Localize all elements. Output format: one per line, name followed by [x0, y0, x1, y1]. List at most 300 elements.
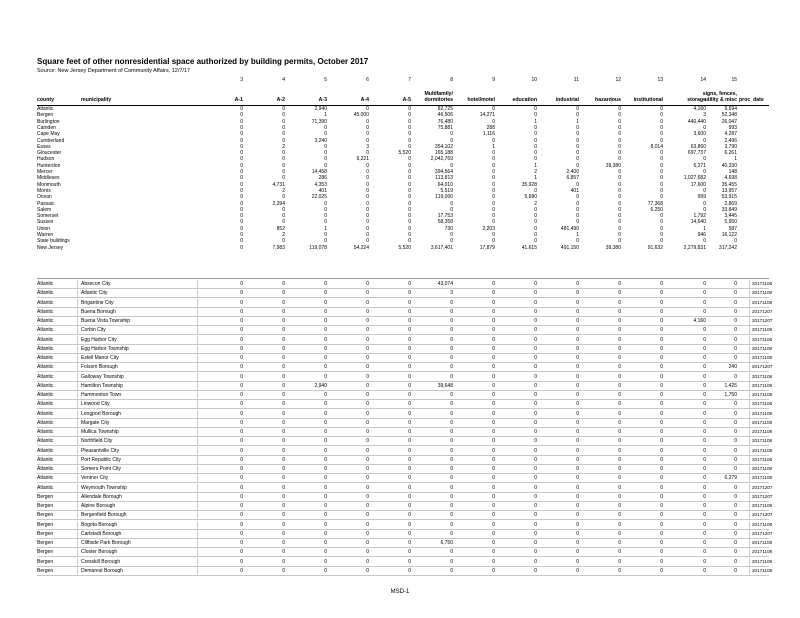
table-cell: 0 [734, 503, 737, 509]
county-cell: 0 [408, 213, 411, 220]
table-row [37, 502, 773, 511]
grid-line [77, 447, 78, 455]
table-cell: 0 [324, 410, 327, 417]
county-name: Atlantic [37, 345, 54, 352]
table-cell: 0 [366, 308, 369, 315]
county-cell: 0 [366, 194, 369, 201]
table-cell: 0 [734, 299, 737, 306]
county-cell: 0 [576, 238, 579, 245]
county-cell: 0 [534, 156, 537, 163]
table-cell: 0 [366, 475, 369, 482]
table-cell: 0 [492, 484, 495, 491]
county-cell: 58,358 [437, 219, 453, 226]
county-name: Hudson [37, 156, 55, 163]
grid-line [77, 336, 78, 344]
county-cell: 17,600 [690, 181, 706, 188]
table-cell: 0 [366, 345, 369, 352]
table-cell: 0 [282, 540, 285, 546]
county-row [37, 182, 769, 188]
table-cell: 0 [324, 308, 327, 315]
county-name: Bergen [37, 558, 54, 565]
county-cell: 0 [240, 137, 243, 144]
county-cell: 2,400 [566, 169, 579, 175]
table-row [37, 289, 773, 298]
grid-line [77, 428, 78, 436]
table-cell: 0 [450, 512, 453, 519]
table-cell: 0 [408, 327, 411, 334]
table-cell: 0 [408, 336, 411, 343]
table-cell: 0 [282, 401, 285, 408]
table-cell: 0 [703, 336, 706, 343]
county-cell: 0 [703, 187, 706, 194]
column-number: 6 [366, 77, 369, 83]
municipality-name: Atlantic City [81, 290, 108, 297]
grid-line [197, 474, 198, 482]
county-cell: 4,353 [314, 181, 327, 188]
county-row [37, 169, 769, 175]
grid-line [749, 548, 750, 556]
municipality-name: Longport Borough [81, 410, 122, 417]
grid-line [749, 567, 750, 575]
table-cell: 0 [492, 521, 495, 528]
county-row [37, 219, 769, 225]
table-cell: 0 [660, 530, 663, 537]
county-row [37, 119, 769, 125]
county-cell: 0 [534, 187, 537, 194]
table-cell: 0 [734, 456, 737, 463]
table-cell: 0 [703, 355, 706, 361]
table-cell: 0 [660, 512, 663, 519]
county-cell: 0 [240, 238, 243, 245]
table-cell: 0 [618, 447, 621, 454]
table-cell: 0 [534, 521, 537, 528]
table-cell: 0 [240, 318, 243, 324]
table-cell: 0 [734, 558, 737, 565]
table-cell: 0 [282, 503, 285, 509]
county-cell: 440,440 [687, 118, 706, 125]
county-cell: 0 [408, 232, 411, 238]
proc-date: 20171108 [752, 429, 773, 434]
table-cell: 0 [576, 503, 579, 509]
table-cell: 0 [450, 429, 453, 435]
grid-line [749, 530, 750, 538]
table-cell: 0 [408, 567, 411, 574]
municipality-name: Bogota Borough [81, 521, 118, 528]
county-cell: 0 [576, 112, 579, 119]
table-cell: 0 [366, 364, 369, 371]
table-cell: 0 [703, 299, 706, 306]
table-cell: 0 [576, 475, 579, 482]
table-row [37, 317, 773, 326]
county-cell: 0 [408, 112, 411, 119]
table-cell: 0 [576, 382, 579, 389]
county-cell: 0 [282, 175, 285, 182]
county-cell: 0 [240, 131, 243, 138]
municipality-name: Galloway Township [81, 373, 124, 380]
county-cell: 0 [366, 175, 369, 182]
table-cell: 0 [408, 419, 411, 426]
table-cell: 0 [282, 567, 285, 574]
table-cell: 0 [660, 503, 663, 509]
county-cell: 0 [534, 206, 537, 213]
county-name: Atlantic [37, 419, 54, 426]
header-education: education [512, 97, 537, 103]
table-cell: 0 [492, 540, 495, 546]
grid-line [197, 299, 198, 307]
county-cell: 0 [408, 200, 411, 207]
municipality-name: Carlstadt Borough [81, 530, 122, 537]
table-cell: 0 [734, 493, 737, 500]
county-cell: 1 [534, 162, 537, 169]
page-footer: MSD-1 [390, 589, 410, 595]
county-cell: 0 [703, 169, 706, 175]
table-cell: 0 [492, 392, 495, 398]
table-cell: 1,750 [724, 392, 737, 398]
county-cell: 0 [534, 225, 537, 232]
table-row [37, 530, 773, 539]
county-cell: 165,188 [434, 150, 453, 157]
header-hazardous: hazardous [595, 97, 621, 103]
table-cell: 0 [408, 456, 411, 463]
grid-line [197, 456, 198, 464]
table-cell: 0 [618, 299, 621, 306]
county-cell: 0 [618, 206, 621, 213]
municipality-name: Buena Borough [81, 308, 116, 315]
grid-line [77, 521, 78, 529]
table-cell: 0 [660, 281, 663, 287]
table-cell: 0 [734, 549, 737, 556]
table-cell: 0 [324, 336, 327, 343]
table-cell: 0 [282, 299, 285, 306]
county-cell: 0 [534, 238, 537, 245]
county-cell: 14,640 [690, 219, 706, 226]
table-cell: 0 [618, 456, 621, 463]
county-name: Gloucester [37, 150, 62, 157]
table-cell: 0 [534, 373, 537, 380]
grid-line [749, 521, 750, 529]
table-cell: 0 [734, 308, 737, 315]
county-cell: 0 [660, 106, 663, 112]
municipality-name: Pleasantville City [81, 447, 120, 454]
county-name: Salem [37, 206, 52, 213]
county-cell: 9,694 [724, 106, 737, 112]
table-cell: 0 [534, 290, 537, 297]
county-cell: 0 [240, 124, 243, 131]
grid-line [749, 317, 750, 325]
table-cell: 0 [324, 281, 327, 287]
table-cell: 0 [660, 345, 663, 352]
table-cell: 0 [534, 327, 537, 334]
table-cell: 0 [408, 558, 411, 565]
table-row [37, 474, 773, 483]
table-cell: 0 [618, 438, 621, 445]
table-cell: 0 [324, 447, 327, 454]
table-cell: 0 [492, 456, 495, 463]
table-cell: 0 [408, 382, 411, 389]
county-cell: 1 [534, 118, 537, 125]
table-cell: 0 [492, 318, 495, 324]
grid-line [749, 474, 750, 482]
table-cell: 0 [576, 345, 579, 352]
county-cell: 0 [576, 106, 579, 112]
county-cell: 77,368 [647, 200, 663, 207]
county-cell: 0 [240, 219, 243, 226]
county-cell: 6,261 [724, 150, 737, 157]
table-cell: 0 [534, 308, 537, 315]
table-cell: 0 [492, 466, 495, 472]
table-row [37, 465, 773, 474]
table-cell: 0 [703, 475, 706, 482]
table-cell: 0 [366, 336, 369, 343]
table-cell: 0 [703, 503, 706, 509]
table-cell: 0 [282, 373, 285, 380]
table-cell: 0 [576, 558, 579, 565]
grid-line [77, 419, 78, 427]
county-cell: 0 [576, 131, 579, 138]
grid-line [77, 410, 78, 418]
table-cell: 0 [703, 438, 706, 445]
county-row [37, 245, 769, 251]
county-cell: 0 [492, 213, 495, 220]
table-cell: 0 [534, 336, 537, 343]
table-cell: 0 [618, 355, 621, 361]
county-name: Atlantic [37, 281, 54, 287]
table-cell: 0 [734, 429, 737, 435]
county-cell: 0 [324, 124, 327, 131]
grid-line [77, 437, 78, 445]
table-cell: 0 [366, 318, 369, 324]
table-cell: 0 [618, 549, 621, 556]
table-cell: 0 [576, 318, 579, 324]
table-cell: 0 [618, 567, 621, 574]
header-storage: storage [687, 97, 706, 103]
table-cell: 0 [618, 484, 621, 491]
county-cell: 0 [282, 162, 285, 169]
county-row [37, 112, 769, 118]
grid-line [197, 326, 198, 334]
table-cell: 0 [534, 549, 537, 556]
grid-line [197, 317, 198, 325]
table-cell: 0 [240, 540, 243, 546]
table-cell: 0 [703, 281, 706, 287]
table-cell: 0 [618, 558, 621, 565]
table-cell: 0 [324, 373, 327, 380]
county-cell: 0 [408, 169, 411, 175]
proc-date: 20171108 [752, 521, 773, 527]
table-divider [37, 278, 769, 279]
county-name: Mercer [37, 169, 53, 175]
proc-date: 20171108 [752, 373, 773, 379]
table-cell: 0 [240, 364, 243, 371]
table-cell: 0 [324, 540, 327, 546]
table-cell: 0 [734, 530, 737, 537]
table-cell: 0 [492, 327, 495, 334]
grid-line [749, 428, 750, 436]
table-cell: 0 [703, 512, 706, 519]
table-cell: 0 [576, 540, 579, 546]
county-cell: 5,520 [398, 244, 411, 251]
table-cell: 0 [324, 512, 327, 519]
table-cell: 0 [492, 410, 495, 417]
table-cell: 0 [660, 484, 663, 491]
county-row [37, 144, 769, 150]
grid-line [197, 558, 198, 566]
grid-line [749, 373, 750, 381]
county-cell: 0 [240, 106, 243, 112]
table-cell: 0 [450, 466, 453, 472]
table-cell: 39,648 [437, 382, 453, 389]
county-cell: 0 [282, 106, 285, 112]
county-cell: 0 [618, 175, 621, 182]
county-cell: 0 [618, 238, 621, 245]
county-cell: 0 [534, 131, 537, 138]
table-cell: 0 [324, 475, 327, 482]
table-cell: 0 [408, 355, 411, 361]
table-cell: 0 [450, 475, 453, 482]
proc-date: 20171108 [752, 456, 773, 462]
grid-line [77, 363, 78, 371]
table-cell: 0 [408, 401, 411, 408]
table-cell: 0 [576, 373, 579, 380]
county-cell: 3 [703, 112, 706, 119]
county-cell: 0 [240, 118, 243, 125]
grid-line [77, 484, 78, 492]
grid-line [197, 530, 198, 538]
table-cell: 0 [324, 558, 327, 565]
proc-date: 20171108 [752, 336, 773, 342]
county-cell: 0 [366, 238, 369, 245]
table-cell: 0 [492, 299, 495, 306]
county-cell: 0 [408, 238, 411, 245]
municipality-name: Egg Harbor Township [81, 345, 129, 352]
county-cell: 999 [697, 194, 706, 201]
county-cell: 0 [408, 187, 411, 194]
county-cell: 1 [576, 232, 579, 238]
table-cell: 0 [408, 447, 411, 454]
table-cell: 0 [324, 493, 327, 500]
table-cell: 0 [534, 429, 537, 435]
grid-line [197, 465, 198, 473]
county-cell: 697,737 [687, 150, 706, 157]
table-cell: 0 [450, 373, 453, 380]
county-cell: 2 [534, 200, 537, 207]
county-cell: 0 [534, 106, 537, 112]
county-cell: 1 [534, 175, 537, 182]
table-cell: 0 [576, 484, 579, 491]
table-cell: 0 [492, 345, 495, 352]
table-cell: 0 [282, 456, 285, 463]
county-name: Ocean [37, 194, 52, 201]
table-row [37, 511, 773, 520]
table-cell: 0 [366, 299, 369, 306]
table-cell: 0 [492, 558, 495, 565]
table-cell: 0 [450, 410, 453, 417]
county-cell: 0 [324, 162, 327, 169]
grid-line [749, 456, 750, 464]
table-row [37, 567, 773, 576]
table-cell: 0 [534, 419, 537, 426]
table-cell: 0 [450, 456, 453, 463]
county-cell: 1 [734, 156, 737, 163]
grid-line [197, 511, 198, 519]
county-cell: 0 [408, 106, 411, 112]
county-cell: 0 [618, 187, 621, 194]
table-cell: 0 [618, 308, 621, 315]
table-cell: 0 [576, 290, 579, 297]
county-cell: 0 [282, 194, 285, 201]
county-cell: 33,849 [721, 206, 737, 213]
table-cell: 0 [734, 512, 737, 519]
header-proc-date: proc_date [739, 97, 764, 103]
table-row [37, 419, 773, 428]
table-cell: 0 [408, 512, 411, 519]
county-cell: 0 [408, 225, 411, 232]
table-header [37, 87, 769, 106]
county-row [37, 131, 769, 137]
grid-line [197, 345, 198, 353]
county-cell: 64,010 [437, 181, 453, 188]
county-name: Atlantic [37, 484, 54, 491]
county-cell: 0 [660, 181, 663, 188]
table-cell: 0 [282, 382, 285, 389]
table-row [37, 280, 773, 289]
table-cell: 0 [240, 512, 243, 519]
header-a1: A-1 [234, 97, 243, 103]
county-cell: 0 [734, 238, 737, 245]
proc-date: 20171108 [752, 419, 773, 425]
municipality-name: Mullica Township [81, 429, 119, 435]
table-cell: 0 [240, 549, 243, 556]
county-cell: 0 [282, 150, 285, 157]
county-name: Atlantic [37, 429, 54, 435]
table-cell: 0 [660, 401, 663, 408]
table-cell: 0 [734, 401, 737, 408]
table-cell: 0 [240, 438, 243, 445]
proc-date: 20171108 [752, 475, 773, 481]
table-cell: 0 [492, 447, 495, 454]
table-cell: 0 [240, 355, 243, 361]
table-cell: 0 [703, 447, 706, 454]
table-cell: 0 [492, 308, 495, 315]
table-cell: 0 [618, 466, 621, 472]
county-cell: 1 [492, 143, 495, 150]
table-cell: 0 [282, 484, 285, 491]
municipality-name: Alpine Borough [81, 503, 116, 509]
county-cell: 0 [660, 112, 663, 119]
grid-line [197, 308, 198, 316]
county-cell: 40,330 [721, 162, 737, 169]
county-row [37, 156, 769, 162]
table-cell: 6,279 [724, 475, 737, 482]
table-cell: 0 [282, 419, 285, 426]
table-cell: 0 [703, 373, 706, 380]
county-cell: 0 [240, 181, 243, 188]
table-cell: 0 [703, 308, 706, 315]
table-cell: 0 [450, 336, 453, 343]
table-cell: 0 [450, 484, 453, 491]
column-number: 15 [731, 77, 737, 83]
table-cell: 0 [240, 484, 243, 491]
county-cell: 0 [576, 200, 579, 207]
table-cell: 0 [534, 318, 537, 324]
county-cell: 2,279,831 [683, 244, 706, 251]
column-number: 3 [240, 77, 243, 83]
county-cell: 0 [324, 131, 327, 138]
county-cell: 0 [618, 106, 621, 112]
table-cell: 0 [450, 355, 453, 361]
county-cell: 0 [492, 238, 495, 245]
table-cell: 0 [408, 484, 411, 491]
